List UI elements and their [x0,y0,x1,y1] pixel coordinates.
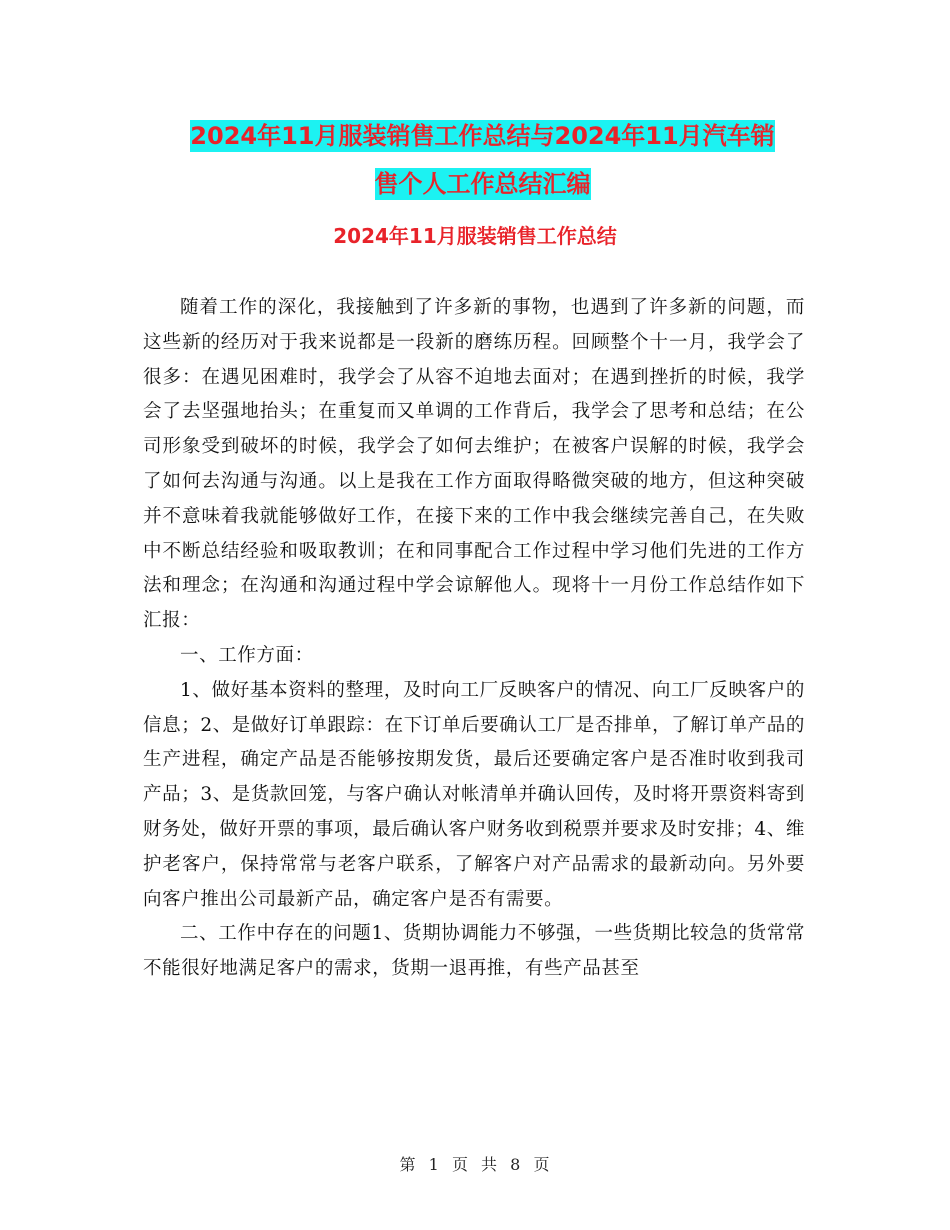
footer-prefix: 第 [399,1155,417,1174]
document-body [143,291,805,987]
footer-current-page: 1 [428,1155,440,1174]
paragraph-heading-work: 一、工作方面： [180,644,314,666]
document-title [150,112,815,208]
paragraph-problems: 二、工作中存在的问题1、货期协调能力不够强，一些货期比较急的货常常不能很好地满足客户的需求，货期一退再推，有些产品甚至 [143,923,805,980]
footer-suffix: 页 [533,1155,551,1174]
page-footer [0,1152,950,1175]
footer-total-pages: 8 [510,1155,522,1174]
section-title: 2024年11月服装销售工作总结 [333,224,617,248]
paragraph-work-items: 1、做好基本资料的整理，及时向工厂反映客户的情况、向工厂反映客户的信息；2、是做好订单跟踪：在下订单后要确认工厂是否排单，了解订单产品的生产进程，确定产品是否能够按期发货，最后还要确定客户是否准时收到我司产品；3、是货款回笼，与客户确认对帐清单并确认回传，及时将开票资料寄到财务处，做好开票的事项，最后确认客户财务收到税票并要求及时安排；4、维护老客户，保持常常与老客户联系，了解客户对产品需求的最新动向。另外要向客户推出公司最新产品，确定客户是否有需要。 [143,679,805,910]
title-line-1: 2024年11月服装销售工作总结与2024年11月汽车销 [190,122,775,150]
footer-total-word: 共 [481,1155,499,1174]
paragraph-intro: 随着工作的深化，我接触到了许多新的事物，也遇到了许多新的问题，而这些新的经历对于我来说都是一段新的磨练历程。回顾整个十一月，我学会了很多：在遇见困难时，我学会了从容不迫地去面对；在遇到挫折的时候，我学会了去坚强地抬头；在重复而又单调的工作背后，我学会了思考和总结；在公司形象受到破坏的时候，我学会了如何去维护；在被客户误解的时候，我学会了如何去沟通与沟通。以上是我在工作方面取得略微突破的地方，但这种突破并不意味着我就能够做好工作，在接下来的工作中我会继续完善自己，在失败中不断总结经验和吸取教训；在和同事配合工作过程中学习他们先进的工作方法和理念；在沟通和沟通过程中学会谅解他人。现将十一月份工作总结作如下汇报： [143,297,805,632]
footer-page-word: 页 [451,1155,469,1174]
title-line-2: 售个人工作总结汇编 [374,170,591,198]
